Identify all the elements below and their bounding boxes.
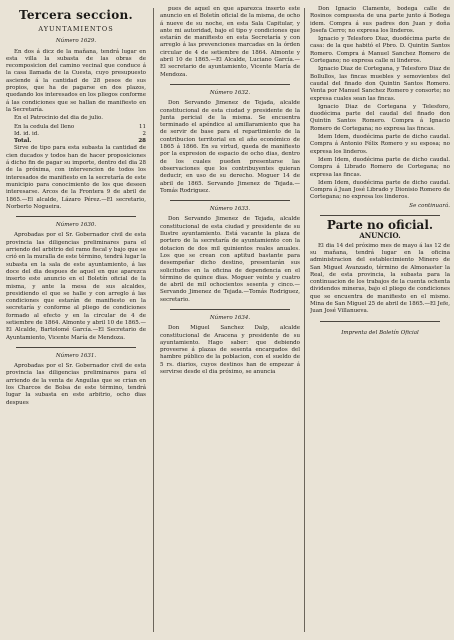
divider xyxy=(320,215,440,216)
divider xyxy=(170,309,290,310)
notice-text: Ignacio y Telesforo Diaz, duodécima parte de casa: de la que habitó el Pbro. D. Quintin Santos Romero. Compra á Manuel Sanchez Romero de Cortegano; no expresa calle ni linderos. xyxy=(310,36,450,65)
total-label: Total. xyxy=(14,138,32,145)
divider xyxy=(170,200,290,201)
notice-number: Número 1634. xyxy=(209,314,251,321)
notice-text: Idem Idem, duodécima parte de dicho caudal. Compra á Antonio Félix Romero y su esposa; no expresa los linderos. xyxy=(310,134,450,155)
ledger-row xyxy=(6,131,146,138)
notice-number: Número 1633. xyxy=(209,206,251,213)
notice-text: Don Miguel Sanchez Dalp, alcalde constitucional de Aracena y presidente de su ayuntamiento. Hago saber: que debiendo proveerse á plazas de sesenta encargados del hambre público de la poblacion, con el sueldo de 5 rs. diarios, cuyos destinos han de empezar á servirse desde el dia próximo, se anuncia xyxy=(160,325,300,376)
divider xyxy=(16,347,136,348)
notice-text: Don Servando Jimenez de Tejada, alcalde constitucional de esta ciudad y presidente de la Junta pericial de la misma. Se encuentra terminado el apéndice al amillaramiento que ha de servir de base para el repartimiento de la contribucion territorial en el año económico de 1865 á 1866. En su virtud, queda de manifiesto por la expresion de espacio de ocho dias, dentro de los cuales pueden presentarse las observaciones que los contribuyentes quieran deducir, en uso de su derecho. Moguer 14 de abril de 1865. Servando Jimenez de Tejada.—Tomás Rodriguez. xyxy=(160,100,300,194)
notice-text: Aprobadas por el Sr. Gobernador civil de esta provincia las diligencias preliminares para el arriendo del arbitrio del ramo fiscal y bajo que se crió en la muralla de este término, tendrá lugar la subasta en la sala de este ayuntamiento, á las doce del dia despues de aquel en que aparezca inserto este anuncio en el Boletín oficial de la misma, y ante la mesa de sus alcaldes, presidiendo el que se halle y con arreglo á las condiciones que estarán de manifiesto en la secretaría y conforme al pliego de condiciones formado al efecto y en la circular de 4 de setiembre de 1864. Almonte y abril 10 de 1865.—El Alcalde, Bartolomé García.—El Secretario de Ayuntamiento, Vicente María de Mendoza. xyxy=(6,232,146,341)
ledger-label: Id. id. id. xyxy=(14,130,39,137)
section-title: Tercera seccion. xyxy=(19,8,133,22)
column-divider xyxy=(304,8,305,632)
printer-imprint: Imprenta del Boletín Oficial xyxy=(341,329,419,336)
column-3 xyxy=(310,6,450,634)
notice-text: Idem Idem, duodécima parte de dicho caudal. Compra á Juan José Librado y Dionisio Romero de Cortegana; no expresa los linderos. xyxy=(310,179,450,201)
notice-text: Don Ignacio Clamente, bodega calle de Rosinos compuesta de una parte junto á Bodega idem. Compra á sus padres don Juan y doña Josefa Cerro; no expresa los linderos. xyxy=(310,6,450,34)
notice-number: Número 1632. xyxy=(209,89,251,96)
ledger-row xyxy=(6,124,146,131)
notice-text: Ignacio Diaz de Cortegana y Telesforo, duodécima parte del caudal del finado don Quintin Santos Romero. Compra á Ignacio Romero de Cortegana; no expresa las fincas. xyxy=(310,103,450,132)
notice-number: Número 1631. xyxy=(55,352,97,359)
divider xyxy=(320,321,440,322)
notice-text: En dos á dicz de la mañana, tendrá lugar en esta villa la subasta de las obras de recomposicion del camino vecinal que conduce á la casa llamada de la Cuesta, cuyo presupuesto asciende á la cantidad de 28 pesos de sus propios, que ha de pagarse en dos plazos, quedando los interesados en los pliegos conforme á las condiciones que se hallan de manifiesto en la Secretaría. xyxy=(6,48,146,113)
notice-text: El dia 14 del próximo mes de mayo á las 12 de su mañana, tendrá lugar en la oficina administracion del establecimiento Minero de San Miguel Avanzado, término de Almonaster la Real, de esta provincia, la subasta para la continuacion de los trabajos de la cuenta ochenta dividendos mineras, bajo el pliego de condiciones que se encuentra de manifiesto en el mismo. Mina de San Miguel 25 de abril de 1865.—El Jefe, Juan José Villanueva. xyxy=(310,242,450,315)
section-subtitle: AYUNTAMIENTOS xyxy=(38,25,114,33)
notice-text: En el Patrocinio del dia de julio. xyxy=(14,115,103,122)
notice-text: pues de aquel en que aparezca inserto este anuncio en el Boletín oficial de la misma, de ocho á nueve de su noche, en esta Sala Capitular, y ante mi autoridad, bajo el tipo y condiciones que estarán de manifiesto en esta Secretaría y con arreglo á las prevenciones marcadas en la órden circular de 4 de setiembre de 1864. Almonte y abril 10 de 1865.—El Alcalde, Luciano García.—El secretario de ayuntamiento, Vicente María de Mendoza. xyxy=(160,6,300,78)
notice-text: Sirve de tipo para esta subasta la cantidad de cien ducados y todos han de hacer proposiciones á dicho fin de pagar su importe, dentro del dia 28 de la próxima, con intervencion de todos los interesados de manifiesto en la secretaría de este municipio para conocimiento de los que deseen interesarse. Arcos de la Frontera 9 de abril de 1865.—El alcalde, Lázaro Pérez.—El secretario, Norberto Nogueira. xyxy=(6,145,146,210)
total-value: 28 xyxy=(138,138,146,145)
notice-text: Ignacio Diaz de Cortegana, y Telesforo Diaz de Bollullos, las fincas muebles y semovientes del caudal del finado don Quintin Santos Romero. Venta por Manuel Sanchez Romero y consorte; no expresa cuales sean las fincas. xyxy=(310,66,450,102)
ledger-label: En la cedula del lleno xyxy=(14,123,75,130)
notice-text: Idem Idem, duodécima parte de dicho caudal. Compra á Librado Romero de Cortegana; no expresa las fincas. xyxy=(310,156,450,178)
column-1 xyxy=(6,6,146,634)
column-2 xyxy=(160,6,300,634)
ledger-value: 2 xyxy=(142,130,146,137)
notice-text: Aprobadas por el Sr. Gobernador civil de esta provincia las diligencias preliminares para el arriendo de la venta de Anguilas que se crian en los Charcos de Bolsa de este término, tendrá lugar la subasta en este arbitrio, ocho dias despues xyxy=(6,363,146,406)
ledger-value: 11 xyxy=(139,123,146,130)
notice-text: Don Servando Jimenez de Tejada, alcalde constitucional de esta ciudad y presidente de su Ilustre ayuntamiento. Está vacante la plaza de portero de la secretaría de ayuntamiento con la dotacion de dos mil quinientos reales anuales. Los que se crean con aptitud bastante para desempeñar dicho destino, presentarán sus solicitudes en la oficina de dependencia en el término de quince dias. Moguer veinte y cuatro de abril de mil ochocientos sesenta y cinco.—Servando Jimenez de Tejada.—Tomás Rodriguez, secretario. xyxy=(160,216,300,303)
divider xyxy=(16,216,136,217)
notice-number: Número 1629. xyxy=(55,38,97,45)
announcement-heading: ANUNCIO. xyxy=(359,231,401,241)
section-title: Parte no oficial. xyxy=(326,218,434,233)
ledger-total xyxy=(6,138,146,145)
column-divider xyxy=(153,8,154,632)
notice-number: Número 1630. xyxy=(55,222,97,229)
divider xyxy=(170,84,290,85)
continuation-note: Se continuará. xyxy=(409,202,450,209)
